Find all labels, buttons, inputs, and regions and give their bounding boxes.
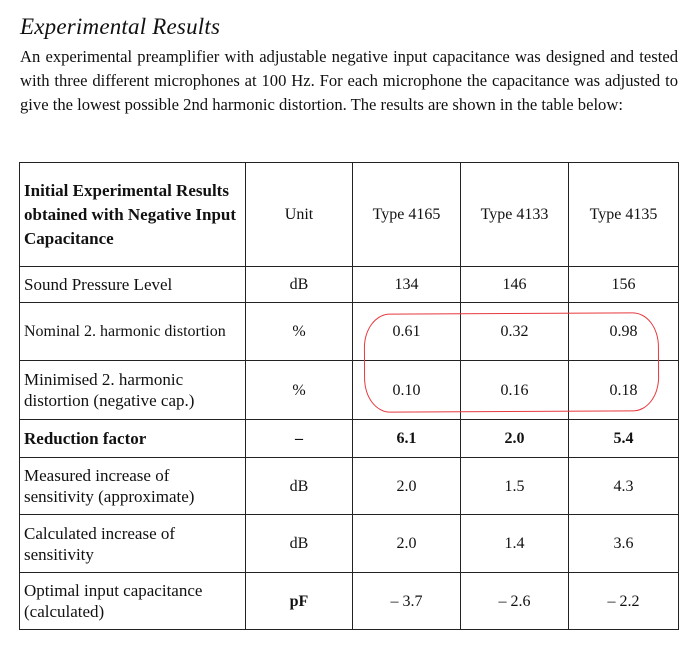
row-value-4133: 0.32 (461, 303, 569, 361)
table-row-calculated-sensitivity (20, 515, 679, 573)
row-value-4133: 0.16 (461, 361, 569, 420)
row-value-4135: 0.98 (569, 303, 679, 361)
row-unit: dB (246, 515, 353, 573)
header-label-cell: Initial Experimental Results obtained with Negative Input Capacitance (20, 163, 246, 267)
row-unit: dB (246, 458, 353, 515)
row-value-4165: – 3.7 (353, 573, 461, 630)
row-unit: % (246, 303, 353, 361)
table-row-sound-pressure-level (20, 267, 679, 303)
row-unit: dB (246, 267, 353, 303)
section-heading: Experimental Results (20, 14, 221, 39)
row-value-4133: 146 (461, 267, 569, 303)
row-unit: pF (246, 573, 353, 630)
row-label: Sound Pressure Level (20, 267, 246, 303)
table-row-nominal-distortion (20, 303, 679, 361)
row-label: Nominal 2. harmonic distortion (20, 303, 246, 361)
row-value-4165: 2.0 (353, 515, 461, 573)
header-type-4133: Type 4133 (461, 163, 569, 267)
row-value-4165: 134 (353, 267, 461, 303)
row-label: Measured increase of sensitivity (approximate) (20, 458, 246, 515)
row-label: Calculated increase of sensitivity (20, 515, 246, 573)
row-unit: – (246, 420, 353, 458)
row-value-4165: 6.1 (353, 420, 461, 458)
row-value-4135: 0.18 (569, 361, 679, 420)
header-unit-cell: Unit (246, 163, 353, 267)
results-table (19, 162, 679, 630)
row-value-4133: 1.4 (461, 515, 569, 573)
row-value-4165: 2.0 (353, 458, 461, 515)
row-value-4135: – 2.2 (569, 573, 679, 630)
row-label: Minimised 2. harmonic distortion (negative cap.) (20, 361, 246, 420)
table-row-optimal-capacitance (20, 573, 679, 630)
row-value-4135: 156 (569, 267, 679, 303)
header-type-4135: Type 4135 (569, 163, 679, 267)
row-unit: % (246, 361, 353, 420)
row-label: Reduction factor (20, 420, 246, 458)
row-value-4165: 0.10 (353, 361, 461, 420)
header-type-4165: Type 4165 (353, 163, 461, 267)
row-value-4133: – 2.6 (461, 573, 569, 630)
row-value-4135: 4.3 (569, 458, 679, 515)
table-row-measured-sensitivity (20, 458, 679, 515)
intro-paragraph: An experimental preamplifier with adjustable negative input capacitance was designed and tested with three different microphones at 100 Hz. For each microphone the capacitance was adjusted to give the lowest possible 2nd harmonic distortion. The results are shown in the table below: (20, 47, 678, 114)
table-header-row (20, 163, 679, 267)
row-value-4133: 1.5 (461, 458, 569, 515)
row-value-4135: 5.4 (569, 420, 679, 458)
row-value-4165: 0.61 (353, 303, 461, 361)
table-row-minimised-distortion (20, 361, 679, 420)
row-value-4133: 2.0 (461, 420, 569, 458)
row-label: Optimal input capacitance (calculated) (20, 573, 246, 630)
row-value-4135: 3.6 (569, 515, 679, 573)
table-row-reduction-factor (20, 420, 679, 458)
